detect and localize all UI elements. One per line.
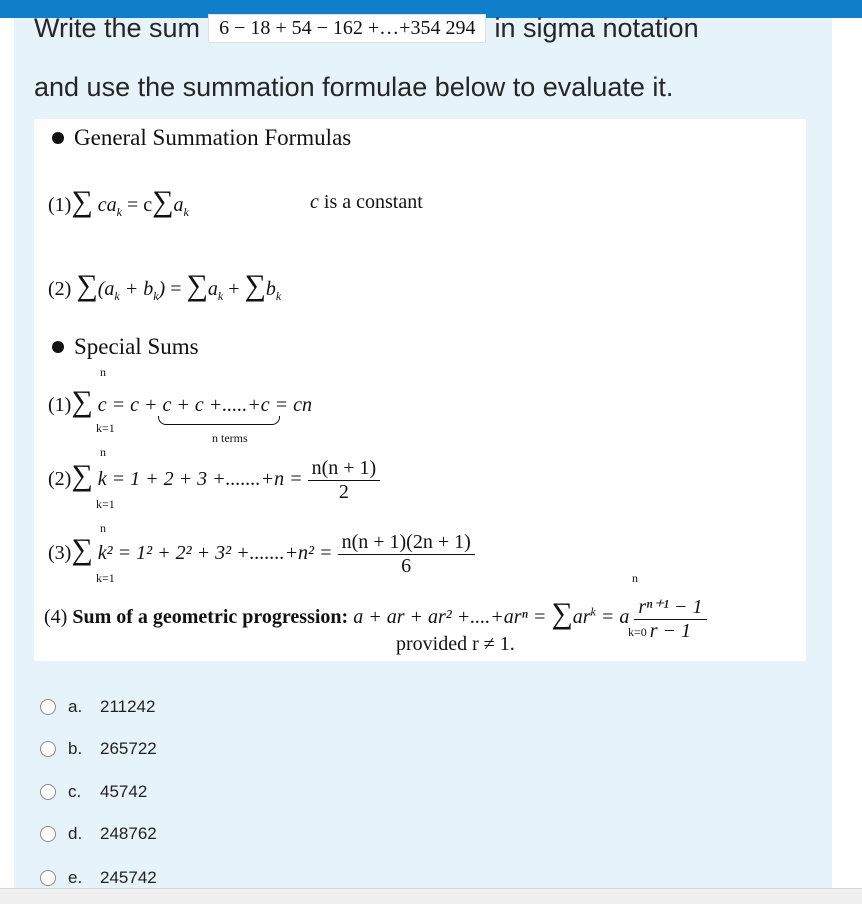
sum-lower-limit: k=0 xyxy=(628,625,647,639)
sum-upper-limit: n xyxy=(632,571,638,585)
sigma-icon: ∑ xyxy=(76,269,98,302)
question-text-part2: in sigma notation xyxy=(494,13,699,43)
option-c[interactable]: c. 45742 xyxy=(40,782,147,802)
sequence-image: 6 − 18 + 54 − 162 +…+354 294 xyxy=(208,14,486,43)
general-formula-1: (1)∑ $ca_k = c\sum a_k$ xyxy=(48,185,189,219)
sigma-icon: ∑ xyxy=(152,185,174,218)
bullet-icon xyxy=(52,132,64,144)
radio-b[interactable] xyxy=(40,741,56,757)
sum-lower-limit: k=1 xyxy=(96,421,115,435)
special-heading: Special Sums xyxy=(52,334,199,360)
radio-d[interactable] xyxy=(40,826,56,842)
sum-lower-limit: k=1 xyxy=(96,497,115,511)
option-e-value: 245742 xyxy=(100,868,157,887)
question-line-1 xyxy=(34,13,699,44)
radio-a[interactable] xyxy=(40,699,56,715)
radio-e[interactable] xyxy=(40,870,56,886)
geometric-condition: provided r ≠ 1. xyxy=(396,633,515,655)
special-formula-3: (3)∑ k² = 1² + 2² + 3² +.......+n² = $\frac{n(n + 1)(2n + 1)}{6}$ xyxy=(48,531,475,578)
sigma-icon: ∑ xyxy=(186,269,208,302)
question-line-2: and use the summation formulae below to evaluate it. xyxy=(34,72,674,102)
option-b[interactable]: b. 265722 xyxy=(40,739,157,759)
question-text-part1: Write the sum xyxy=(34,13,201,43)
sigma-icon: ∑ xyxy=(71,185,93,218)
radio-c[interactable] xyxy=(40,784,56,800)
option-d-value: 248762 xyxy=(100,824,157,843)
sum-lower-limit: k=1 xyxy=(96,571,115,585)
special-formula-2: (2)∑ k = 1 + 2 + 3 +.......+n = $\frac{n(n + 1)}{2}$ xyxy=(48,457,380,504)
sigma-icon: ∑ xyxy=(71,533,93,567)
sigma-icon: ∑ xyxy=(71,459,93,493)
option-d[interactable]: d. 248762 xyxy=(40,824,157,844)
option-e[interactable]: e. 245742 xyxy=(40,868,157,888)
option-a-value: 211242 xyxy=(100,697,156,716)
formula-image xyxy=(34,119,806,661)
brace-label: n terms xyxy=(212,431,248,445)
special-formula-4: (4) Sum of a geometric progression: a + ar + $ar^2 +....+ar^n = \sum ar^k = a$ $\frac{\text{rⁿ⁺¹ − 1}}{r - 1}$ xyxy=(44,594,707,643)
sigma-icon: ∑ xyxy=(551,597,573,631)
bottom-bar xyxy=(0,888,862,904)
sum-upper-limit: n xyxy=(100,521,106,535)
general-formula-1-note: c is a constant xyxy=(310,191,423,213)
option-b-value: 265722 xyxy=(100,739,157,758)
option-a[interactable]: a. 211242 xyxy=(40,697,155,717)
special-formula-1: (1)∑ c = c + c + c +.....+c = cn xyxy=(48,385,312,418)
sum-upper-limit: n xyxy=(100,445,106,459)
option-c-value: 45742 xyxy=(100,782,148,801)
sigma-icon: ∑ xyxy=(71,385,93,418)
underbrace xyxy=(158,416,280,425)
general-heading: General Summation Formulas xyxy=(52,125,351,151)
general-formula-2: (2) $\sum(a_k + b_k) = \sum a_k + \sum b_k$ xyxy=(48,269,282,303)
sigma-icon: ∑ xyxy=(244,269,266,302)
bullet-icon xyxy=(52,341,64,353)
sum-upper-limit: n xyxy=(100,365,106,379)
